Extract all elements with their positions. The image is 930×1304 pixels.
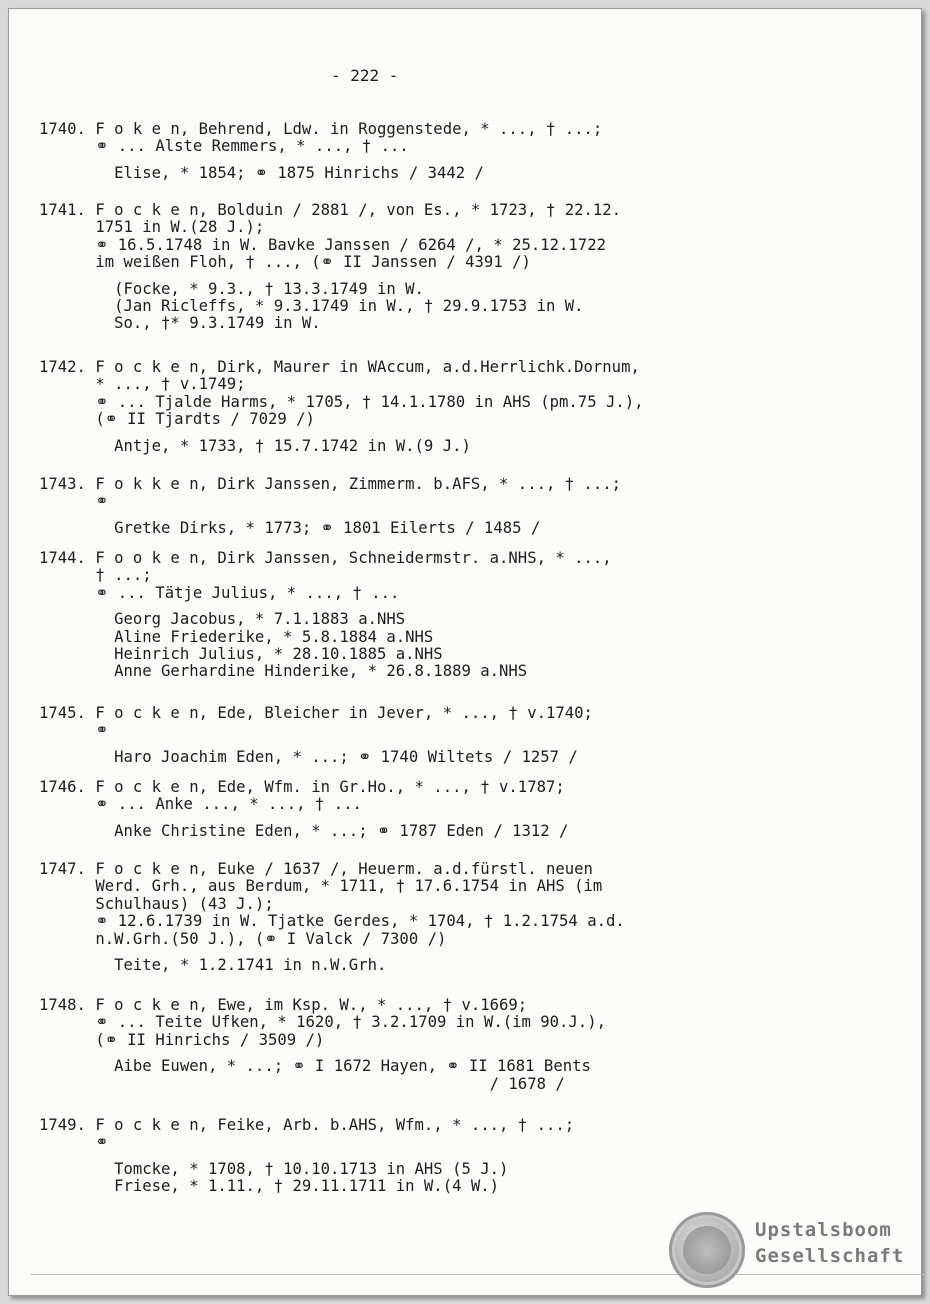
- entry-1748-line: ⚭ ... Teite Ufken, * 1620, † 3.2.1709 in W.(im 90.J.),: [39, 1013, 606, 1032]
- entry-1749-line: Friese, * 1.11., † 29.11.1711 in W.(4 W.): [39, 1177, 500, 1196]
- watermark-line-1: Upstalsboom: [755, 1219, 892, 1241]
- entry-1747-line: Schulhaus) (43 J.);: [39, 894, 274, 913]
- entry-1749-line: Tomcke, * 1708, † 10.10.1713 in AHS (5 J.): [39, 1159, 509, 1178]
- entry-1743-header: 1743. F o k k e n, Dirk Janssen, Zimmerm. b.AFS, * ..., † ...;: [39, 475, 622, 493]
- entry-1741-line: (Jan Ricleffs, * 9.3.1749 in W., † 29.9.1753 in W.: [39, 297, 584, 315]
- entry-1740-line: ⚭ ... Alste Remmers, * ..., † ...: [39, 137, 409, 156]
- entry-1749-header: 1749. F o c k e n, Feike, Arb. b.AHS, Wfm., * ..., † ...;: [39, 1116, 575, 1134]
- entry-1740-line: Elise, * 1854; ⚭ 1875 Hinrichs / 3442 /: [39, 163, 484, 182]
- entry-1744-line: Heinrich Julius, * 28.10.1885 a.NHS: [39, 645, 443, 663]
- entry-1742-header: 1742. F o c k e n, Dirk, Maurer in WAccum, a.d.Herrlichk.Dornum,: [39, 358, 640, 376]
- entry-1742-line: ⚭ ... Tjalde Harms, * 1705, † 14.1.1780 in AHS (pm.75 J.),: [39, 392, 644, 411]
- entry-1744-header: 1744. F o o k e n, Dirk Janssen, Schneidermstr. a.NHS, * ...,: [39, 549, 612, 567]
- watermark-line-2: Gesellschaft: [755, 1245, 905, 1267]
- entry-1747-line: n.W.Grh.(50 J.), (⚭ I Valck / 7300 /): [39, 929, 447, 948]
- entry-1747-line: Teite, * 1.2.1741 in n.W.Grh.: [39, 956, 387, 974]
- entry-1744-line: Anne Gerhardine Hinderike, * 26.8.1889 a.NHS: [39, 662, 528, 681]
- seal-logo: [669, 1212, 745, 1288]
- entry-1745-header: 1745. F o c k e n, Ede, Bleicher in Jever, * ..., † v.1740;: [39, 704, 593, 722]
- entry-1744-line: ⚭ ... Tätje Julius, * ..., † ...: [39, 583, 400, 602]
- entry-1744-line: Aline Friederike, * 5.8.1884 a.NHS: [39, 627, 434, 646]
- entry-1746-header: 1746. F o c k e n, Ede, Wfm. in Gr.Ho., * ..., † v.1787;: [39, 778, 565, 796]
- entry-1741-line: 1751 in W.(28 J.);: [39, 218, 265, 237]
- entry-1749-line: ⚭: [39, 1133, 109, 1152]
- entry-1741-line: im weißen Floh, † ..., (⚭ II Janssen / 4391 /): [39, 253, 531, 272]
- entry-1741-line: So., †* 9.3.1749 in W.: [39, 314, 321, 333]
- entry-1740-header: 1740. F o k e n, Behrend, Ldw. in Roggenstede, * ..., † ...;: [39, 120, 603, 138]
- entry-1746-line: Anke Christine Eden, * ...; ⚭ 1787 Eden / 1312 /: [39, 821, 569, 840]
- entry-1748-line: Aibe Euwen, * ...; ⚭ I 1672 Hayen, ⚭ II 1681 Bents: [39, 1057, 591, 1076]
- document-page: [8, 8, 922, 1296]
- entry-1743-line: Gretke Dirks, * 1773; ⚭ 1801 Eilerts / 1485 /: [39, 518, 541, 537]
- entry-1742-line: * ..., † v.1749;: [39, 375, 246, 394]
- entry-1747-header: 1747. F o c k e n, Euke / 1637 /, Heuerm. a.d.fürstl. neuen: [39, 860, 593, 878]
- entry-1741-line: ⚭ 16.5.1748 in W. Bavke Janssen / 6264 /, * 25.12.1722: [39, 235, 606, 254]
- entry-1744-line: Georg Jacobus, * 7.1.1883 a.NHS: [39, 610, 406, 629]
- entry-1748-header: 1748. F o c k e n, Ewe, im Ksp. W., * ..., † v.1669;: [39, 996, 528, 1014]
- entry-1747-line: Werd. Grh., aus Berdum, * 1711, † 17.6.1754 in AHS (im: [39, 877, 603, 896]
- entry-1746-line: ⚭ ... Anke ..., * ..., † ...: [39, 795, 362, 814]
- entry-1744-line: † ...;: [39, 566, 152, 585]
- entry-1742-line: (⚭ II Tjardts / 7029 /): [39, 410, 315, 429]
- entry-1743-line: ⚭: [39, 492, 109, 511]
- entry-1741-header: 1741. F o c k e n, Bolduin / 2881 /, von Es., * 1723, † 22.12.: [39, 201, 622, 219]
- entry-1742-line: Antje, * 1733, † 15.7.1742 in W.(9 J.): [39, 436, 471, 455]
- page-number: - 222 -: [331, 66, 399, 85]
- entry-1747-line: ⚭ 12.6.1739 in W. Tjatke Gerdes, * 1704, † 1.2.1754 a.d.: [39, 912, 625, 931]
- entry-1748-line: (⚭ II Hinrichs / 3509 /): [39, 1030, 325, 1049]
- entry-1745-line: ⚭: [39, 721, 109, 740]
- entry-1741-line: (Focke, * 9.3., † 13.3.1749 in W.: [39, 279, 424, 298]
- entry-1748-line: / 1678 /: [39, 1074, 565, 1093]
- entry-1745-line: Haro Joachim Eden, * ...; ⚭ 1740 Wiltets / 1257 /: [39, 747, 578, 766]
- page-rule: [31, 1274, 927, 1275]
